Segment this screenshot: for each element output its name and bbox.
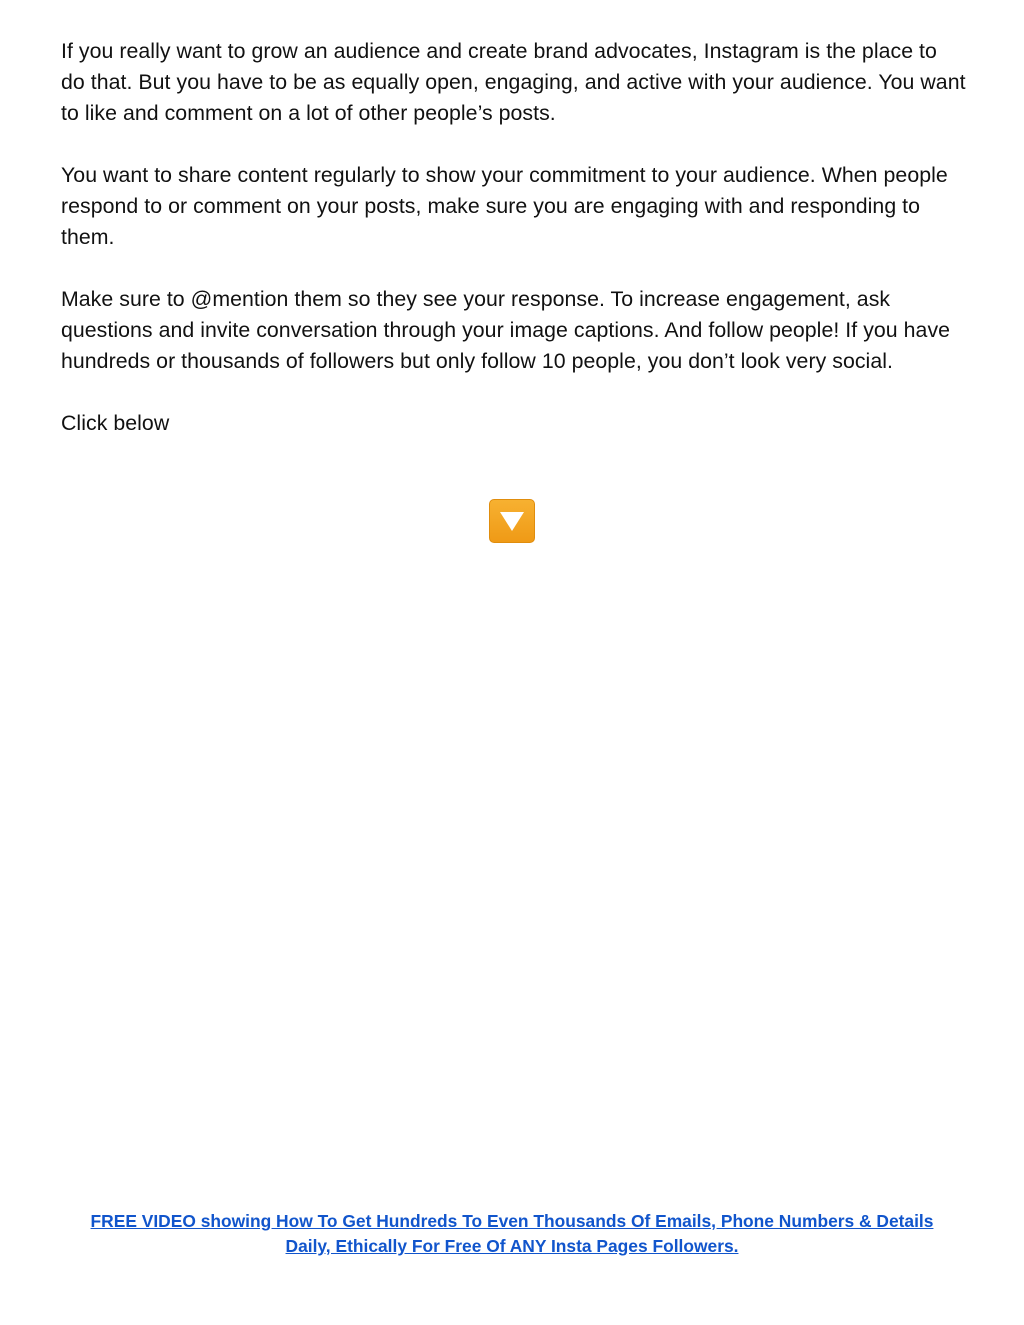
- paragraph-mention: Make sure to @mention them so they see your response. To increase engagement, ask questions and invite conversation through your image captions. And follow people! If you have hundreds or thousands of followers but only follow 10 people, you don’t look very social.: [61, 287, 951, 373]
- down-arrow-emoji: [489, 499, 535, 543]
- free-video-link-line-2: Daily, Ethically For Free Of ANY Insta Pages Followers.: [285, 1236, 739, 1256]
- paragraph-grow-audience: If you really want to grow an audience and create brand advocates, Instagram is the place to do that. But you have to be as equally open, engaging, and active with your audience. You want to like and comment on a lot of other people’s posts.: [61, 39, 966, 125]
- free-video-link[interactable]: [91, 1211, 934, 1256]
- free-video-link-line-1: FREE VIDEO showing How To Get Hundreds To Even Thousands Of Emails, Phone Numbers & Details: [90, 1211, 934, 1231]
- down-arrow-button-icon: [489, 499, 535, 543]
- down-triangle-icon: [498, 509, 526, 533]
- footer-link-block: [40, 1209, 984, 1259]
- body-text: [61, 36, 966, 470]
- paragraph-share-content: You want to share content regularly to show your commitment to your audience. When people respond to or comment on your posts, make sure you are engaging with and responding to them.: [61, 163, 948, 249]
- paragraph-click-below: Click below: [61, 411, 170, 435]
